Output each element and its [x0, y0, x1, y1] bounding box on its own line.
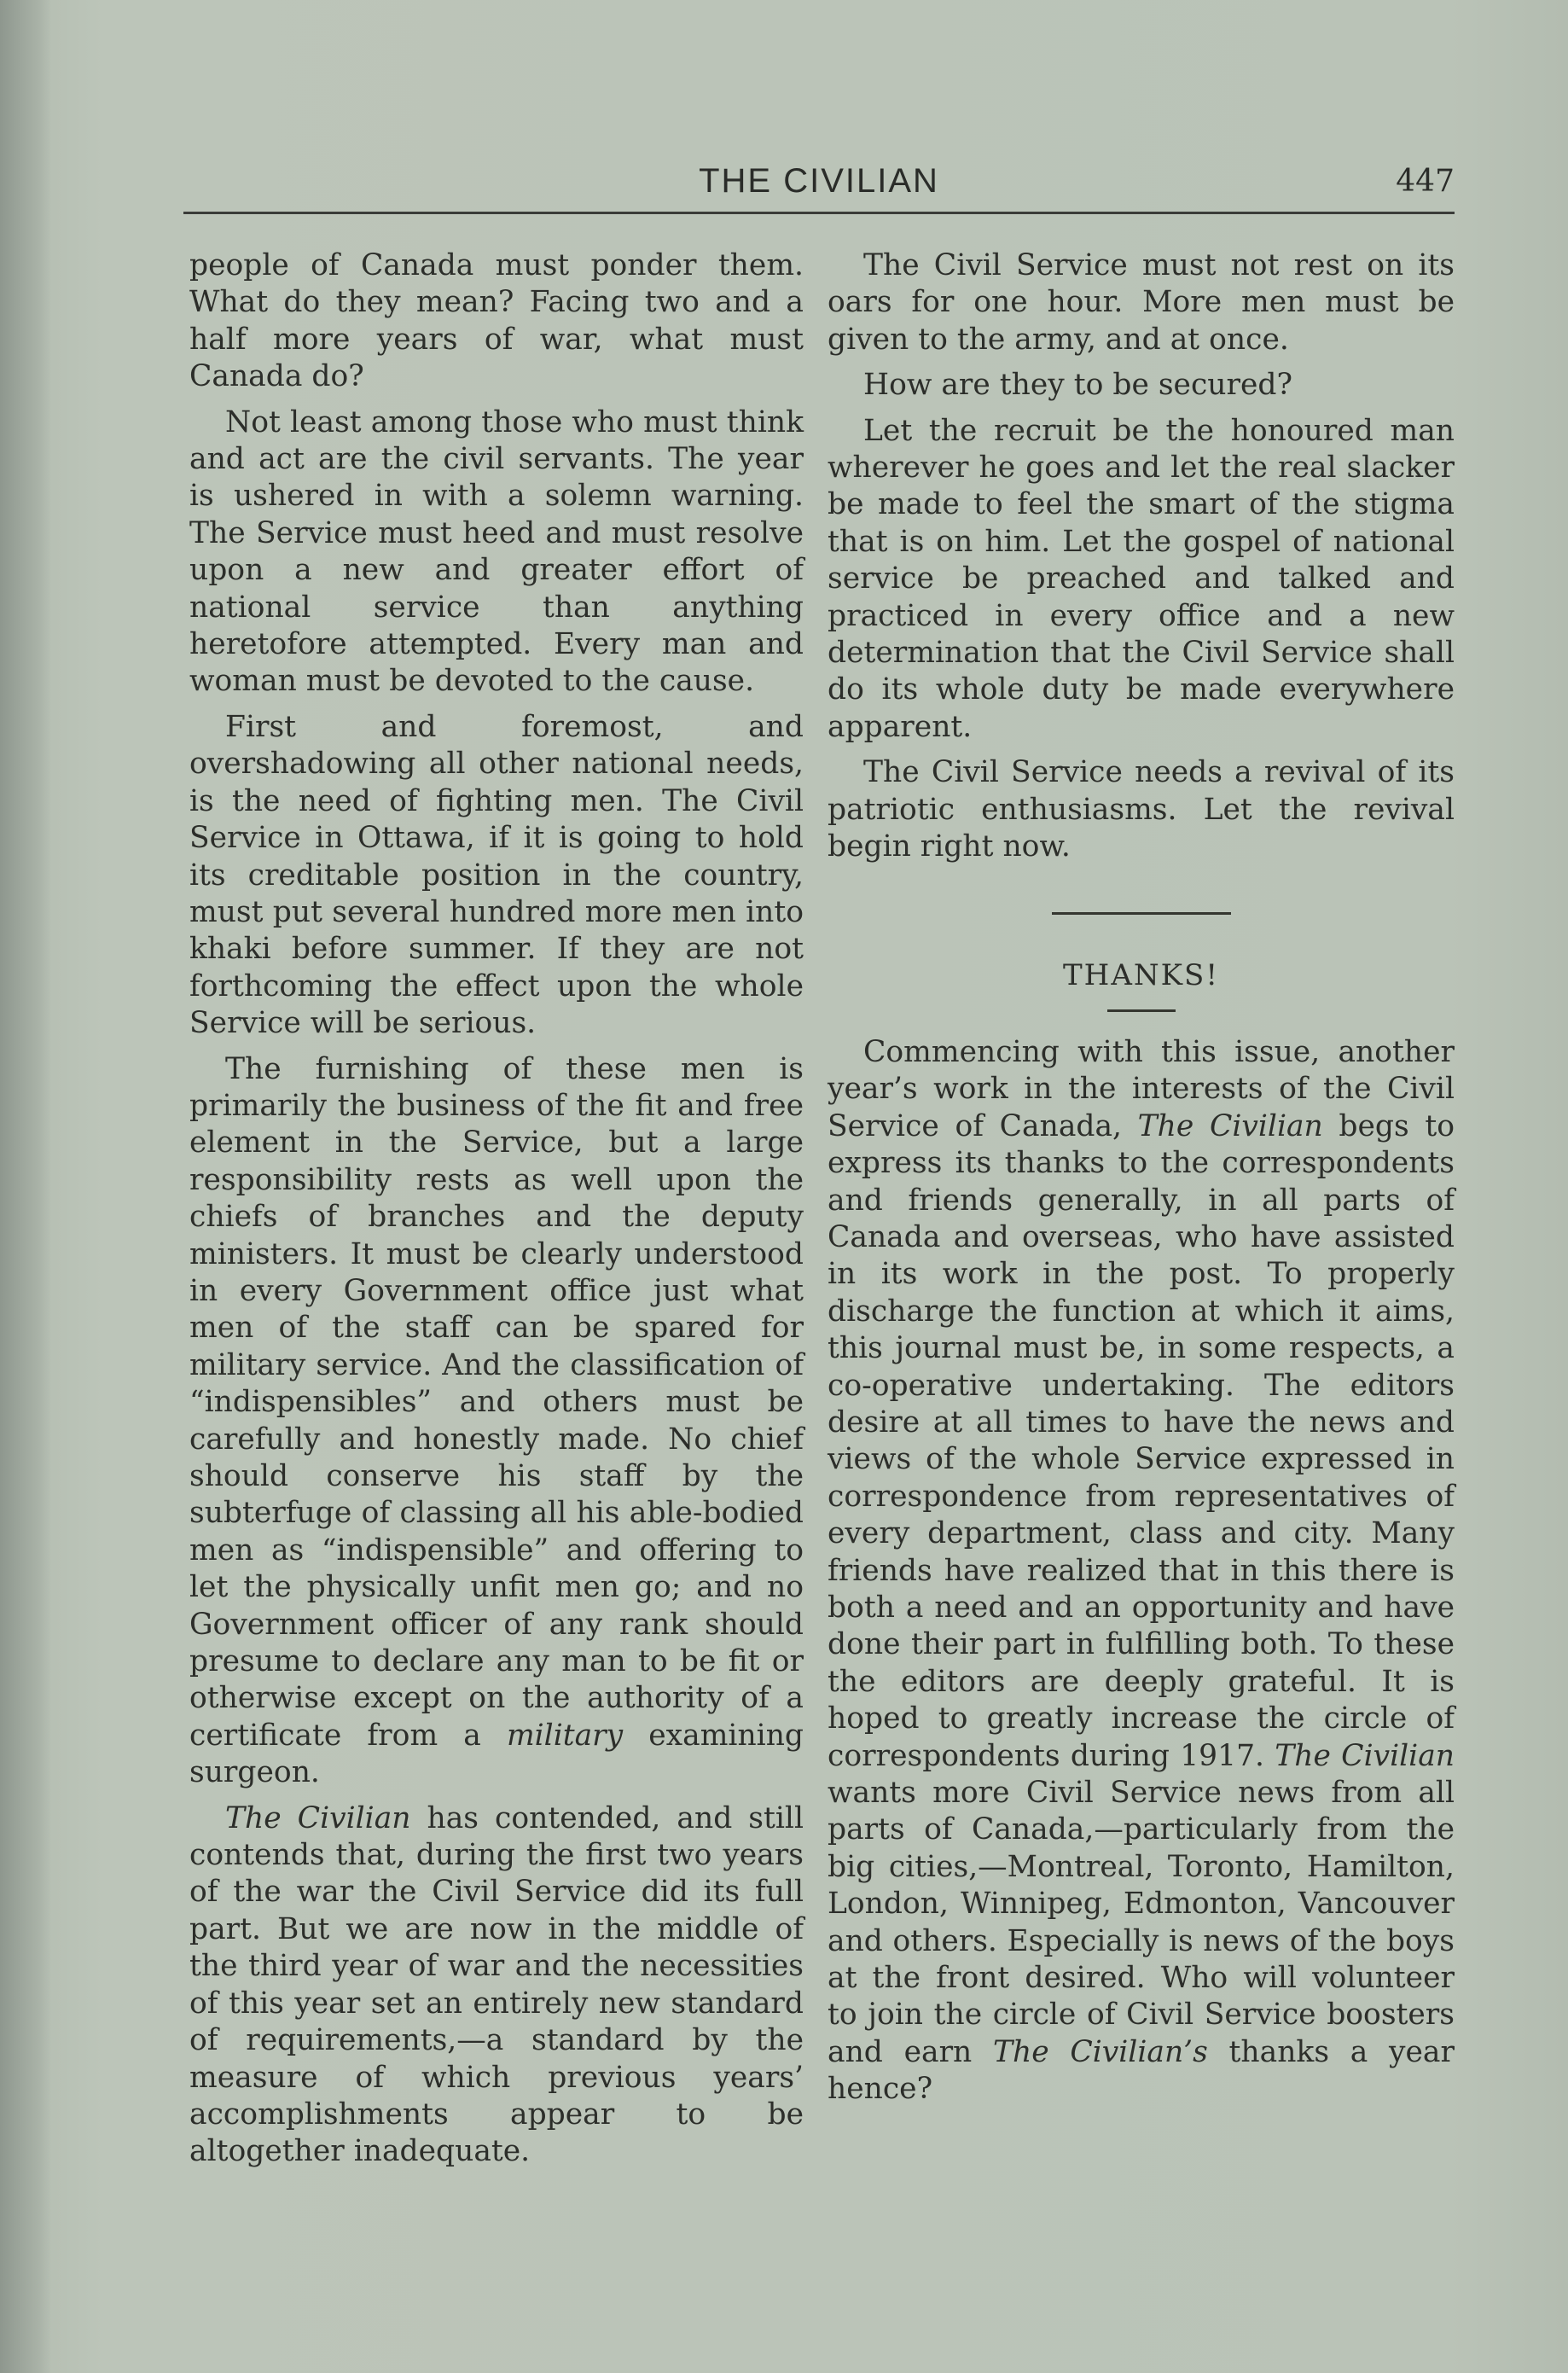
paragraph-text: examining surgeon. [189, 1718, 804, 1790]
publication-name: The Civilian [1275, 1738, 1455, 1773]
heading-rule [1107, 1009, 1176, 1012]
page-number: 447 [1396, 164, 1455, 199]
publication-name: The Civilian’s [993, 2034, 1208, 2069]
paragraph-text: begs to express its thanks to the correspondents and friends generally, in all parts of Canada and overseas, who have assisted in its work in the post. To properly discharge the function at which it aims, this journal must be, in some respects, a co-operative undertaking. The editors desire at all times to have the news and views of the whole Service expressed in correspondence from representatives of every department, class and city. Many friends have realized that in this there is both a need and an opportunity and have done their part in fulfilling both. To these the editors are deeply grateful. It is hoped to greatly increase the circle of correspondents during 1917. [828, 1108, 1455, 1773]
paragraph [189, 1051, 804, 1792]
paragraph-text: Commencing with this issue, another year’s work in the interests of the Civil Service of Canada, [828, 1034, 1455, 1143]
paragraph: First and foremost, and overshadowing all other national needs, is the need of fighting men. The Civil Service in Ottawa, if it is going to hold its creditable position in the country, must put several hundred more men into khaki before summer. If they are not forthcoming the effect upon the whole Service will be serious. [189, 709, 804, 1041]
left-column [189, 247, 804, 2179]
paragraph: people of Canada must ponder them. What do they mean? Facing two and a half more years of war, what must Canada do? [189, 248, 804, 394]
paragraph: The Civil Service needs a revival of its patriotic enthusiasms. Let the revival begin right now. [828, 755, 1455, 864]
page-header [183, 162, 1455, 230]
paragraph: Not least among those who must think and act are the civil servants. The year is ushered in with a solemn warning. The Service must heed and must resolve upon a new and greater effort of national service than anything heretofore attempted. Every man and woman must be devoted to the cause. [189, 404, 804, 699]
paragraph-text: has contended, and still contends that, during the first two years of the war the Civil Service did its full part. But we are now in the middle of the third year of war and the necessities of this year set an entirely new standard of requirements,—a standard by the measure of which previous years’ accomplishments appear to be altogether inadequate. [189, 1800, 804, 2169]
publication-name: The Civilian [1137, 1108, 1323, 1143]
section-divider [1052, 912, 1231, 915]
paragraph-text: thanks a year hence? [828, 2034, 1455, 2107]
section-heading: THANKS! [1063, 957, 1219, 992]
paragraph: The Civil Service must not rest on its oars for one hour. More men must be given to the army, and at once. [828, 248, 1455, 357]
header-rule [183, 212, 1455, 214]
binding-gutter [0, 0, 51, 2373]
paragraph [189, 1800, 804, 2171]
paragraph-text: wants more Civil Service news from all parts of Canada,—particularly from the big cities,—Montreal, Toronto, Hamilton, London, Winnipeg, Edmonton, Vancouver and others. Especially is news of the boys at the front desired. Who will volunteer to join the circle of Civil Service boosters and earn [828, 1776, 1455, 2069]
paragraph [828, 1034, 1455, 2108]
paragraph: Let the recruit be the honoured man wherever he goes and let the real slacker be made to feel the smart of the stigma that is on him. Let the gospel of national service be preached and talked and practiced in every office and a new determination that the Civil Service shall do its whole duty be made everywhere apparent. [828, 413, 1455, 744]
right-column [828, 247, 1455, 2117]
paragraph: How are they to be secured? [863, 368, 1292, 403]
italic-text: military [506, 1718, 624, 1753]
running-title: THE CIVILIAN [699, 162, 939, 200]
paragraph-text: The furnishing of these men is primarily the business of the fit and free element in the Service, but a large responsibility rests as well upon the chiefs of branches and the deputy ministers. It must be clearly understood in every Government office just what men of the staff can be spared for military service. And the classification of “indispensibles” and others must be carefully and honestly made. No chief should conserve his staff by the subterfuge of classing all his able-bodied men as “indispensible” and offering to let the physically unfit men go; and no Government officer of any rank should presume to declare any man to be fit or otherwise except on the authority of a certificate from a [189, 1051, 804, 1753]
publication-name: The Civilian [225, 1800, 411, 1835]
